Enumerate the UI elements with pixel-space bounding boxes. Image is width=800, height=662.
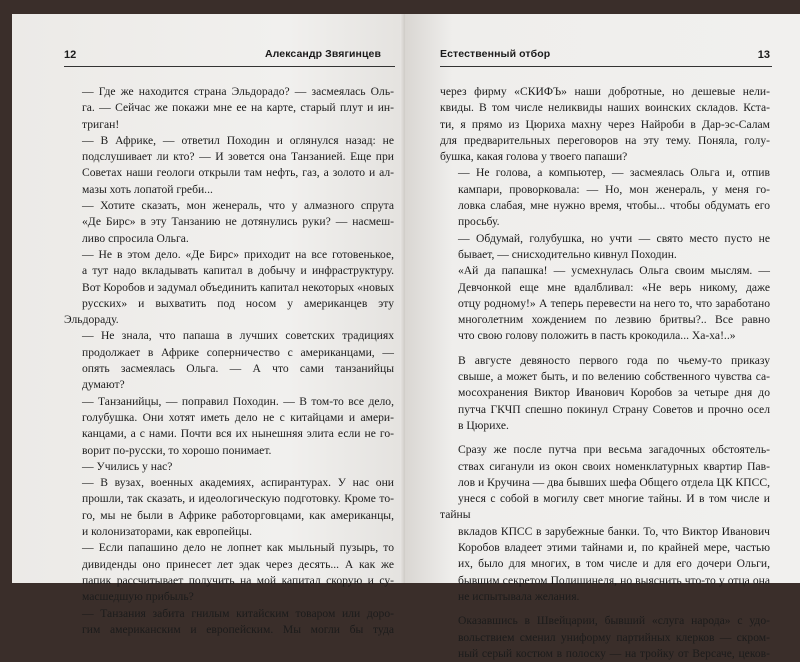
paragraph [440, 353, 770, 434]
text-line: триган! [82, 117, 120, 131]
text-line: лов и Кручина — два бывших шефа Общего отдела ЦК КПСС, [458, 475, 770, 489]
text-line: Советах наши геологи открыли там нефть, газ, а золото и ал- [82, 166, 394, 180]
text-line: — Если папашино дело не лопнет как мыльный пузырь, то [82, 541, 394, 555]
paragraph [440, 165, 770, 230]
text-line: мазы хоть лопатой греби... [82, 182, 213, 196]
text-line: — Учились у нас? [82, 459, 173, 473]
running-head-title: Естественный отбор [440, 48, 551, 60]
text-line: их, было для многих, в том числе и для его дочери Ольги, [458, 557, 770, 571]
text-line: дивиденды оно принесет лет эдак через десять... А как же [82, 557, 394, 571]
text-line: и колонизаторами, как европейцы. [82, 525, 252, 539]
text-line: через фирму «СКИФЪ» наши добротные, но дешевые нели- [440, 85, 770, 98]
text-line: — Не знала, что папаша в лучших советских традициях [82, 329, 394, 343]
text-line: в Цюрихе. [458, 418, 509, 432]
text-line: для предварительных переговоров на эту тему. Поняла, голу- [440, 133, 770, 147]
text-line: — Где же находится страна Эльдорадо? — засмеялась Оль- [82, 85, 394, 98]
paragraph [64, 475, 394, 540]
paragraph [64, 198, 394, 247]
text-line: Вот Коробов и задумал объединить капитал некоторых «новых [82, 280, 394, 294]
page-number-right: 13 [757, 49, 770, 61]
text-line: унеся с собой в могилу свет многие тайны. И в том числе и тайны [440, 492, 770, 522]
text-line: русских» и выхватить под носом у американцев эту Эльдораду. [64, 296, 394, 327]
text-line: папик рассчитывает получить на мой капитал скорую и су- [82, 573, 394, 587]
paragraph [64, 540, 394, 605]
text-line: га. — Сейчас же покажи мне ее на карте, старый плут и ин- [82, 101, 394, 115]
text-line: ворит по-русски, то хорошо понимает. [82, 443, 272, 457]
text-line: многолетним хождением по лезвию бритвы?.. Все равно [458, 313, 770, 327]
text-line: что свою голову положить в пасть крокодила... Ха-ха!..» [458, 329, 736, 343]
text-line: «Ай да папашка! — усмехнулась Ольга своим мыслям. — [458, 264, 770, 278]
text-line: ный серый костюм в полоску — на тройку от Версаче, цеков- [458, 646, 770, 660]
text-line: — Хотите сказать, мон женераль, что у алмазного спрута [82, 199, 394, 213]
text-line: гим американским и европейским. Мы могли бы туда [82, 622, 394, 636]
right-page-text [440, 84, 770, 662]
text-line: Сразу же после путча при весьма загадочных обстоятель- [458, 443, 770, 457]
text-line: опять засмеялась Ольга. — А что сами танзанийцы [82, 362, 394, 376]
text-line: бушка, какая голова у твоего папаши? [440, 150, 628, 164]
text-line: думают? [82, 378, 125, 392]
text-line: путча ГКЧП спешно покинул Страну Советов и прочно осел [458, 402, 770, 416]
header-rule-left [64, 66, 395, 67]
header-rule-right [440, 66, 772, 67]
text-line: — Не в этом дело. «Де Бирс» приходит на все готовенькое, [82, 247, 394, 261]
text-line: ти, я прямо из Цюриха махну через Найроби в Дар-эс-Салам [440, 117, 770, 131]
running-head-author: Александр Звягинцев [264, 48, 381, 60]
paragraph [440, 84, 770, 165]
text-line: подслушивает ли кто? — И зовется она Танзанией. Еще при [82, 150, 394, 164]
text-line: «Де Бирс» в эту Танзанию не дотянулись руки? — насмеш- [82, 215, 394, 229]
text-line: — В вузах, военных академиях, аспирантурах. У нас они [82, 476, 394, 490]
paragraph [440, 613, 770, 662]
right-page [405, 14, 800, 660]
text-line: кампари, проворковала: — Но, мон женераль, у меня го- [458, 182, 770, 196]
text-line: ствах сиганули из окон своих номенклатурных квартир Пав- [458, 459, 770, 473]
paragraph [64, 394, 394, 459]
text-line: бывшим секретом Полишинеля, но выяснить что-то у отца она [458, 573, 770, 587]
text-line: квиды. В том числе неликвиды наших воинских складов. Кста- [440, 101, 770, 115]
text-line: — Не голова, а компьютер, — засмеялась Ольга и, отпив [458, 166, 770, 180]
text-line: свыше, а может быть, и по велению собственного чувства са- [458, 370, 770, 384]
text-line: голубушка. Они хотят иметь дело не с китайцами и амери- [82, 410, 394, 424]
text-line: не испытывала желания. [458, 589, 580, 603]
text-line: продолжает в Африке соперничество с американцами, — [82, 345, 394, 359]
paragraph [64, 328, 394, 393]
text-line: просьбу. [458, 215, 500, 229]
paragraph [64, 606, 394, 639]
text-line: — Танзанийцы, — поправил Походин. — В том-то все дело, [82, 394, 394, 408]
text-line: а тут надо вкладывать капитал в добычу и инфраструктуру. [82, 264, 394, 278]
text-line: Оказавшись в Швейцарии, бывший «слуга народа» с удо- [458, 614, 770, 628]
text-line: масшедшую прибыль? [82, 590, 194, 604]
text-line: — Обдумай, голубушка, но учти — свято место пусто не [458, 231, 770, 245]
left-page-text [64, 84, 394, 638]
text-line: мосохранения Виктор Иванович Коробов за четыре дня до [458, 386, 770, 400]
text-line: бывает, — снисходительно кивнул Походин. [458, 247, 677, 261]
text-line: вкладов КПСС в зарубежные банки. То, что Виктор Иванович [458, 524, 770, 538]
text-line: ловка слабая, мне нужно время, чтобы... чтобы обдумать его [458, 199, 770, 213]
page-number-left: 12 [64, 49, 77, 61]
text-line: вольствием сменил униформу партийных клерков — скром- [458, 630, 770, 644]
left-page [12, 14, 405, 636]
text-line: канцами, а с нами. Почти вся их нынешняя элита если не го- [82, 427, 394, 441]
paragraph [440, 442, 770, 605]
paragraph [440, 263, 770, 344]
text-line: прошли, так сказать, и идеологическую подготовку. Кроме то- [82, 492, 394, 506]
paragraph [64, 247, 394, 328]
text-line: — Танзания забита гнилым китайским товаром или доро- [82, 606, 394, 620]
paragraph [440, 231, 770, 264]
text-line: ливо спросила Ольга. [82, 231, 189, 245]
text-line: Коробов владеет этими тайнами и, по крайней мере, частью [458, 541, 770, 555]
paragraph [64, 459, 394, 475]
text-line: В августе девяносто первого года по чьему-то приказу [458, 353, 770, 367]
text-line: — В Африке, — ответил Походин и оглянулся назад: не [82, 133, 394, 147]
paragraph [64, 133, 394, 198]
text-line: Девчонкой еще мне вдалбливал: «Не верь никому, даже [458, 280, 770, 294]
text-line: отцу родному!» А теперь перевести на него то, что заработано [458, 296, 770, 310]
text-line: го, мы не были в Африке работорговцами, как американцы, [82, 508, 394, 522]
paragraph [64, 84, 394, 133]
